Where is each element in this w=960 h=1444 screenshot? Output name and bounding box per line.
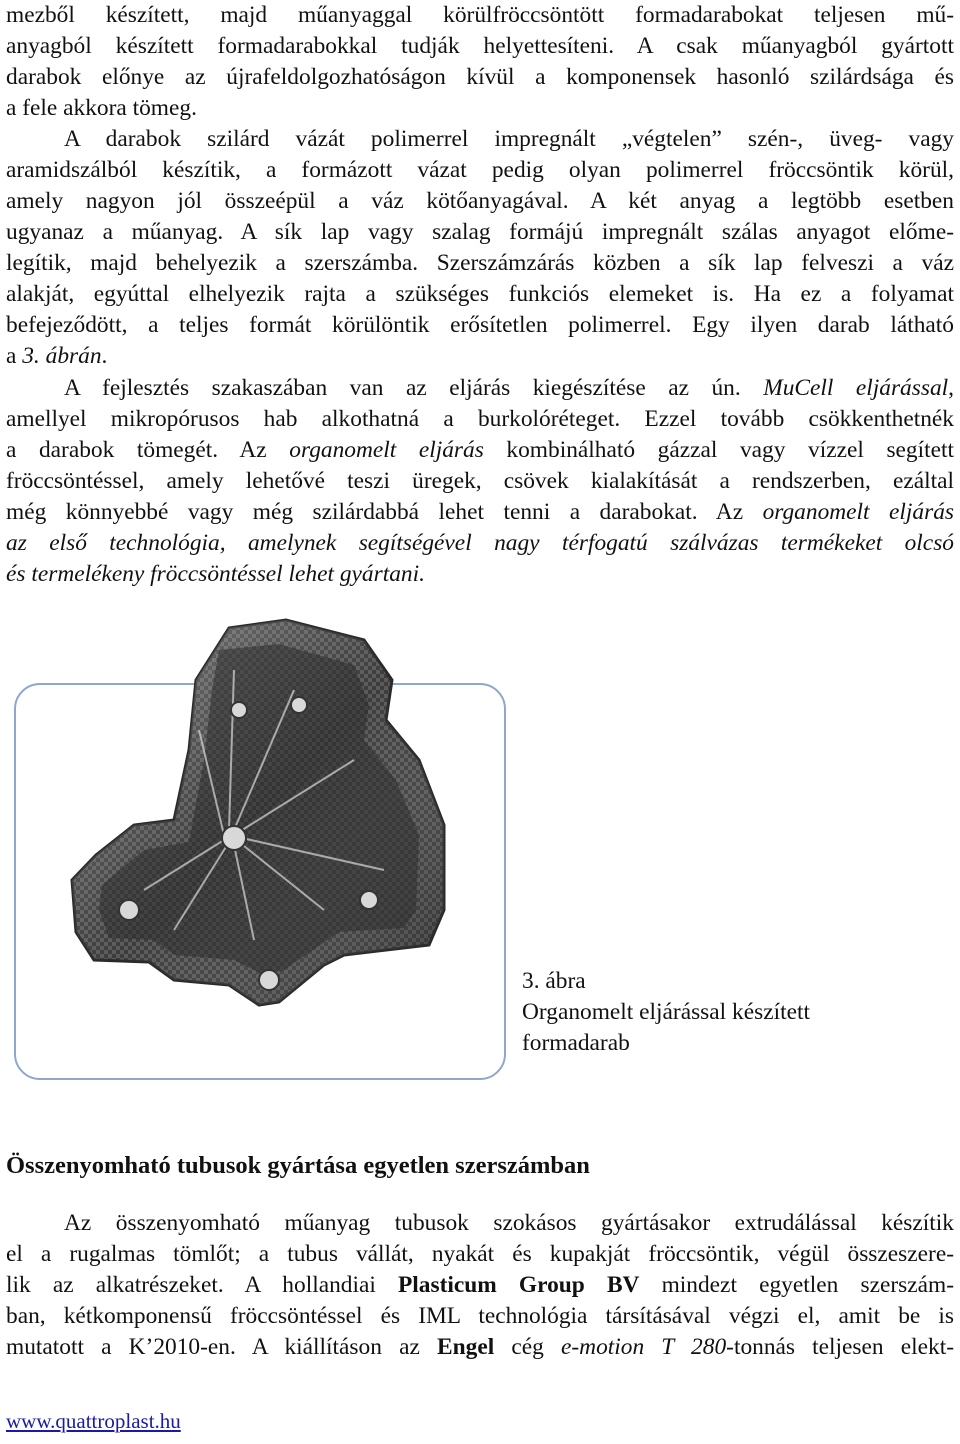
organomelt-part-photo bbox=[24, 610, 544, 1090]
figure-reference: 3. ábrán bbox=[22, 343, 102, 369]
website-link[interactable]: www.quattroplast.hu bbox=[6, 1409, 181, 1433]
text-run: még könnyebbé vagy még szilárdabbá lehet tenni a darabokat. Az bbox=[6, 499, 763, 525]
text-run: mindezt egyetlen szerszám- bbox=[639, 1272, 954, 1298]
section-heading: Összenyomható tubusok gyártása egyetlen szerszámban bbox=[6, 1152, 590, 1179]
paragraph-line bbox=[6, 1332, 954, 1363]
text-run: . bbox=[101, 343, 108, 369]
paragraph-line: aramidszálból készítik, a formázott vázat pedig olyan polimerrel fröccsöntik körül, bbox=[6, 157, 954, 183]
paragraph-line bbox=[6, 373, 954, 404]
paragraph-line: A darabok szilárd vázát polimerrel impregnált „végtelen” szén-, üveg- vagy bbox=[64, 126, 954, 152]
text-run: A fejlesztés szakaszában van az eljárás kiegészítése az ún. bbox=[64, 375, 764, 401]
paragraph-line: amely nagyon jól összeépül a váz kötőanyagával. A két anyag a legtöbb esetben bbox=[6, 188, 954, 214]
company-name: Plasticum Group BV bbox=[398, 1272, 640, 1298]
text-run: , bbox=[948, 375, 955, 401]
text-run: a bbox=[6, 343, 23, 369]
italic-term: MuCell eljárással bbox=[763, 375, 949, 401]
paragraph-line: Az összenyomható műanyag tubusok szokásos gyártásakor extrudálással készítik bbox=[64, 1210, 954, 1236]
paragraph-line: alakját, egyúttal elhelyezik rajta a szükséges funkciós elemeket is. Ha ez a folyamat bbox=[6, 281, 954, 307]
paragraph-line bbox=[6, 1270, 954, 1301]
text-run: mutatott a K’2010-en. A kiállításon az bbox=[6, 1334, 438, 1360]
paragraph-line: anyagból készített formadarabokkal tudják helyettesíteni. A csak műanyagból gyártott bbox=[6, 33, 954, 59]
italic-term: organomelt eljárás bbox=[762, 499, 954, 525]
figure-caption-number: 3. ábra bbox=[522, 968, 586, 994]
paragraph-line bbox=[6, 559, 954, 590]
text-run: -tonnás teljesen elekt- bbox=[726, 1334, 955, 1360]
paragraph-line: darabok előnye az újrafeldolgozhatóságon kívül a komponensek hasonló szilárdsága és bbox=[6, 64, 954, 90]
italic-text: és termelékeny fröccsöntéssel lehet gyártani. bbox=[6, 561, 425, 587]
paragraph-line: befejeződött, a teljes formát körülöntik erősítetlen polimerrel. Egy ilyen darab látható bbox=[6, 312, 954, 338]
text-run: kombinálható gázzal vagy vízzel segített bbox=[483, 437, 954, 463]
paragraph-line: legítik, majd behelyezik a szerszámba. Szerszámzárás közben a sík lap felveszi a váz bbox=[6, 250, 954, 276]
figure-caption-title: Organomelt eljárással készített bbox=[522, 999, 810, 1025]
paragraph-line: ugyanaz a műanyag. A sík lap vagy szalag formájú impregnált szálas anyagot előme- bbox=[6, 219, 954, 245]
text-run: a darabok tömegét. Az bbox=[6, 437, 290, 463]
paragraph-line: a fele akkora tömeg. bbox=[6, 95, 197, 121]
paragraph-line bbox=[6, 497, 954, 528]
italic-text: az első technológia, amelynek segítségével nagy térfogatú szálvázas termékeket olcsó bbox=[6, 530, 954, 556]
figure-caption-title: formadarab bbox=[522, 1030, 630, 1056]
paragraph-line: el a rugalmas tömlőt; a tubus vállát, nyakát és kupakját fröccsöntik, végül összeszere- bbox=[6, 1241, 954, 1267]
italic-term: organomelt eljárás bbox=[289, 437, 484, 463]
paragraph-line bbox=[6, 528, 954, 559]
machine-model: e-motion T 280 bbox=[561, 1334, 727, 1360]
paragraph-line: amellyel mikropórusos hab alkothatná a burkolóréteget. Ezzel tovább csökkenthetnék bbox=[6, 406, 954, 432]
paragraph-line bbox=[6, 341, 954, 372]
text-run: lik az alkatrészeket. A hollandiai bbox=[6, 1272, 399, 1298]
paragraph-line bbox=[6, 435, 954, 466]
paragraph-line: ban, kétkomponensű fröccsöntéssel és IML technológia társításával végzi el, amit be is bbox=[6, 1303, 954, 1329]
text-run: cég bbox=[494, 1334, 561, 1360]
paragraph-line: fröccsöntéssel, amely lehetővé teszi üregek, csövek kialakítását a rendszerben, ezáltal bbox=[6, 468, 954, 494]
paragraph-line: mezből készített, majd műanyaggal körülfröccsöntött formadarabokat teljesen mű- bbox=[6, 2, 954, 28]
company-name: Engel bbox=[437, 1334, 495, 1360]
